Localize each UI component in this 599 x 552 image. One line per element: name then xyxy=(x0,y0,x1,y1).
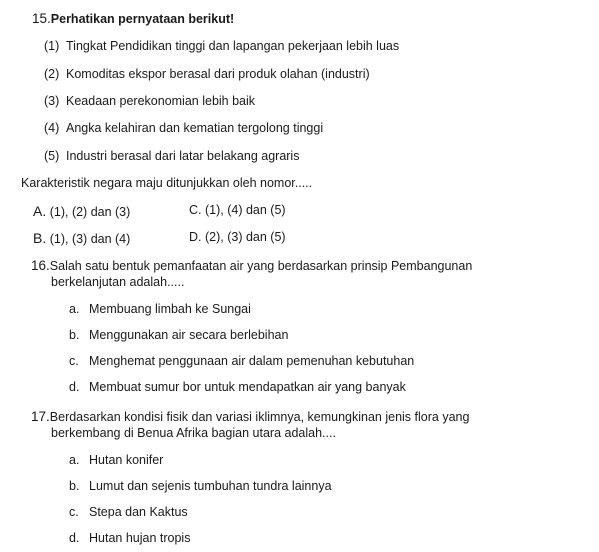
q17-option-b xyxy=(69,479,332,493)
question-17-line-1 xyxy=(31,409,469,424)
option-text: Menghemat penggunaan air dalam pemenuhan kebutuhan xyxy=(89,354,415,368)
question-number: 17. xyxy=(31,409,50,424)
answer-option-d xyxy=(189,230,286,244)
question-title: Perhatikan pernyataan berikut! xyxy=(50,12,235,26)
option-text: (1), (2) dan (3) xyxy=(49,205,131,219)
answer-option-a xyxy=(33,203,130,219)
statement-number: (4) xyxy=(44,121,60,135)
option-text: (2), (3) dan (5) xyxy=(204,230,286,244)
option-letter: c. xyxy=(69,505,79,519)
q16-option-d xyxy=(69,380,406,394)
statement-text: Keadaan perekonomian lebih baik xyxy=(66,94,256,108)
option-letter: d. xyxy=(69,380,80,394)
option-letter: b. xyxy=(69,479,80,493)
question-15-prompt: Karakteristik negara maju ditunjukkan oleh nomor..... xyxy=(21,176,313,190)
statement-2 xyxy=(44,67,370,81)
option-letter: B. xyxy=(33,230,47,246)
statement-3 xyxy=(44,94,255,108)
statement-text: Tingkat Pendidikan tinggi dan lapangan pekerjaan lebih luas xyxy=(66,39,400,53)
q16-option-a xyxy=(69,302,251,316)
statement-number: (5) xyxy=(44,149,60,163)
option-letter: a. xyxy=(69,453,80,467)
question-16-line-1 xyxy=(31,258,472,273)
option-letter: b. xyxy=(69,328,80,342)
question-17-line-2: berkembang di Benua Afrika bagian utara adalah.... xyxy=(51,426,336,440)
statement-1 xyxy=(44,39,399,53)
answer-option-c xyxy=(189,203,286,217)
q17-option-d xyxy=(69,531,190,545)
statement-4 xyxy=(44,121,323,135)
option-text: (1), (4) dan (5) xyxy=(204,203,286,217)
question-number: 16. xyxy=(31,258,50,273)
option-text: Membuang limbah ke Sungai xyxy=(89,302,251,316)
option-letter: c. xyxy=(69,354,79,368)
q16-option-c xyxy=(69,354,414,368)
option-text: Stepa dan Kaktus xyxy=(89,505,188,519)
option-letter: D. xyxy=(189,230,202,244)
option-text: (1), (3) dan (4) xyxy=(49,232,131,246)
option-letter: C. xyxy=(189,203,202,217)
question-number: 15. xyxy=(32,11,51,26)
option-text: Membuat sumur bor untuk mendapatkan air yang banyak xyxy=(89,380,406,394)
answer-option-b xyxy=(33,230,130,246)
statement-text: Industri berasal dari latar belakang agraris xyxy=(66,149,300,163)
statement-number: (1) xyxy=(44,39,60,53)
statement-number: (3) xyxy=(44,94,60,108)
q16-option-b xyxy=(69,328,288,342)
option-letter: a. xyxy=(69,302,80,316)
statement-5 xyxy=(44,149,299,163)
question-15-heading xyxy=(32,11,234,26)
option-text: Menggunakan air secara berlebihan xyxy=(89,328,289,342)
q17-option-c xyxy=(69,505,188,519)
option-letter: A. xyxy=(33,203,47,219)
option-text: Hutan hujan tropis xyxy=(89,531,191,545)
q17-option-a xyxy=(69,453,163,467)
option-text: Hutan konifer xyxy=(89,453,164,467)
question-text: Salah satu bentuk pemanfaatan air yang berdasarkan prinsip Pembangunan xyxy=(49,259,473,273)
statement-number: (2) xyxy=(44,67,60,81)
option-letter: d. xyxy=(69,531,80,545)
statement-text: Angka kelahiran dan kematian tergolong tinggi xyxy=(66,121,324,135)
statement-text: Komoditas ekspor berasal dari produk olahan (industri) xyxy=(66,67,370,81)
question-16-line-2: berkelanjutan adalah..... xyxy=(51,275,185,289)
question-text: Berdasarkan kondisi fisik dan variasi iklimnya, kemungkinan jenis flora yang xyxy=(49,410,470,424)
option-text: Lumut dan sejenis tumbuhan tundra lainnya xyxy=(89,479,332,493)
